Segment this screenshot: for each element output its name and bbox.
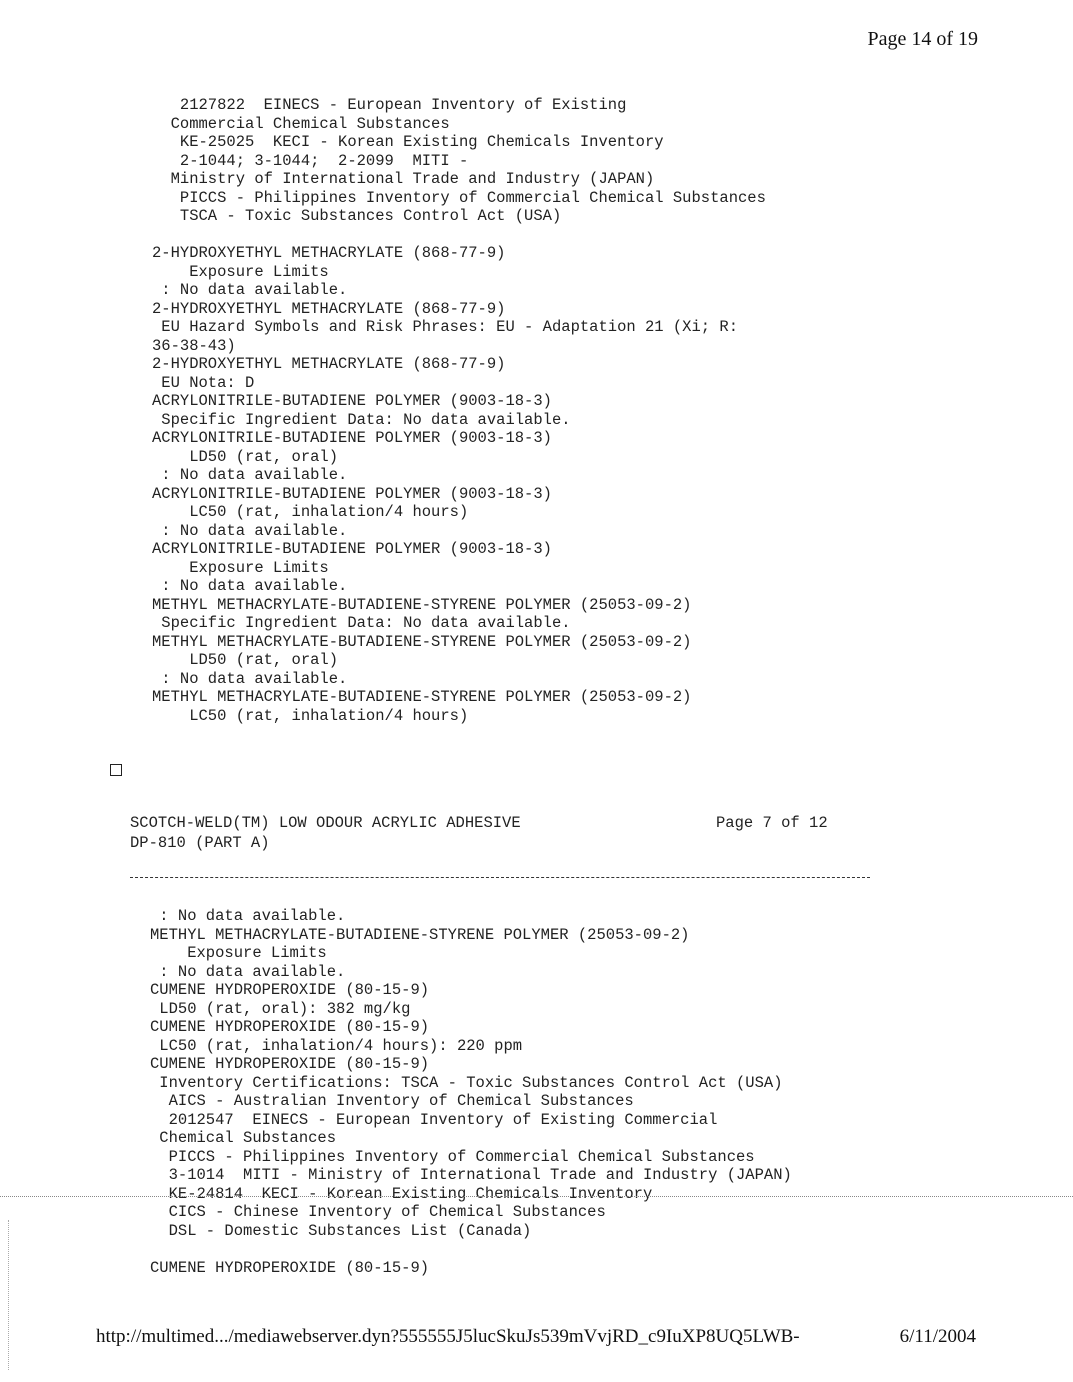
text-line: ACRYLONITRILE-BUTADIENE POLYMER (9003-18-3)	[152, 540, 552, 558]
text-line: CICS - Chinese Inventory of Chemical Substances	[150, 1203, 606, 1221]
text-line: EU Hazard Symbols and Risk Phrases: EU - Adaptation 21 (Xi; R:	[152, 318, 738, 336]
text-line: LD50 (rat, oral): 382 mg/kg	[150, 999, 411, 1018]
text-line: DSL - Domestic Substances List (Canada)	[150, 1221, 532, 1240]
scan-margin-mark	[8, 1220, 9, 1370]
text-line: METHYL METHACRYLATE-BUTADIENE-STYRENE POLYMER (25053-09-2)	[150, 925, 690, 944]
text-line: AICS - Australian Inventory of Chemical Substances	[150, 1092, 634, 1110]
text-line: Ministry of International Trade and Industry (JAPAN)	[152, 170, 655, 188]
text-line: 2012547 EINECS - European Inventory of Existing Commercial	[150, 1110, 718, 1129]
text-line: : No data available.	[150, 962, 346, 981]
text-line: Exposure Limits	[152, 262, 329, 281]
text-line: ACRYLONITRILE-BUTADIENE POLYMER (9003-18-3)	[152, 484, 552, 503]
text-line: METHYL METHACRYLATE-BUTADIENE-STYRENE POLYMER (25053-09-2)	[152, 688, 692, 706]
text-line: 2-HYDROXYETHYL METHACRYLATE (868-77-9)	[152, 355, 506, 373]
text-line: : No data available.	[152, 577, 348, 595]
scan-dotted-rule	[0, 1196, 1073, 1197]
text-line: Specific Ingredient Data: No data available.	[152, 410, 571, 429]
text-line: ACRYLONITRILE-BUTADIENE POLYMER (9003-18-3)	[152, 392, 552, 410]
text-line: KE-25025 KECI - Korean Existing Chemicals Inventory	[152, 133, 664, 151]
text-line: : No data available.	[152, 281, 348, 299]
text-line: Chemical Substances	[150, 1129, 337, 1147]
text-line: : No data available.	[152, 521, 348, 540]
text-line: LD50 (rat, oral)	[152, 447, 339, 466]
text-line: METHYL METHACRYLATE-BUTADIENE-STYRENE POLYMER (25053-09-2)	[152, 632, 692, 651]
text-line: ACRYLONITRILE-BUTADIENE POLYMER (9003-18-3)	[152, 429, 552, 447]
text-line: LC50 (rat, inhalation/4 hours)	[152, 503, 469, 521]
cumene-data-block	[150, 907, 792, 1277]
text-line: EU Nota: D	[152, 373, 255, 392]
text-line: METHYL METHACRYLATE-BUTADIENE-STYRENE POLYMER (25053-09-2)	[152, 595, 692, 614]
text-line: Exposure Limits	[150, 944, 327, 962]
document-subtitle: DP-810 (PART A)	[130, 834, 270, 852]
document-page-number: Page 7 of 12	[716, 814, 828, 832]
ingredient-data-block	[152, 244, 738, 725]
footer-url: http://multimed.../mediawebserver.dyn?555555J5lucSkuJs539mVvjRD_c9IuXP8UQ5LWB-	[96, 1326, 800, 1347]
text-line: 2-HYDROXYETHYL METHACRYLATE (868-77-9)	[152, 299, 506, 318]
text-line: : No data available.	[150, 907, 346, 925]
footer-date: 6/11/2004	[899, 1326, 976, 1347]
text-line: : No data available.	[152, 466, 348, 484]
checkbox-icon	[110, 764, 122, 776]
text-line: Commercial Chemical Substances	[152, 114, 450, 133]
text-line: Inventory Certifications: TSCA - Toxic Substances Control Act (USA)	[150, 1073, 783, 1092]
text-line: PICCS - Philippines Inventory of Commercial Chemical Substances	[152, 188, 766, 207]
text-line: : No data available.	[152, 669, 348, 688]
text-line: KE-24814 KECI - Korean Existing Chemicals Inventory	[150, 1184, 653, 1203]
text-line: 2-1044; 3-1044; 2-2099 MITI -	[152, 151, 469, 170]
text-line: LC50 (rat, inhalation/4 hours)	[152, 706, 469, 725]
inventory-block-top	[152, 96, 766, 226]
page-number-header: Page 14 of 19	[867, 28, 978, 50]
text-line: 2-HYDROXYETHYL METHACRYLATE (868-77-9)	[152, 244, 506, 262]
document-title: SCOTCH-WELD(TM) LOW ODOUR ACRYLIC ADHESIVE	[130, 814, 521, 832]
dashed-divider	[130, 877, 870, 878]
text-line: CUMENE HYDROPEROXIDE (80-15-9)	[150, 981, 430, 999]
text-line: 2127822 EINECS - European Inventory of Existing	[152, 96, 627, 114]
text-line: CUMENE HYDROPEROXIDE (80-15-9)	[150, 1258, 430, 1277]
text-line: LC50 (rat, inhalation/4 hours): 220 ppm	[150, 1036, 523, 1055]
text-line: CUMENE HYDROPEROXIDE (80-15-9)	[150, 1055, 430, 1073]
text-line: LD50 (rat, oral)	[152, 651, 339, 669]
text-line: 36-38-43)	[152, 336, 236, 355]
text-line: Exposure Limits	[152, 558, 329, 577]
text-line: TSCA - Toxic Substances Control Act (USA)	[152, 207, 562, 225]
text-line: CUMENE HYDROPEROXIDE (80-15-9)	[150, 1018, 430, 1036]
text-line: 3-1014 MITI - Ministry of International Trade and Industry (JAPAN)	[150, 1166, 792, 1184]
text-line: PICCS - Philippines Inventory of Commercial Chemical Substances	[150, 1147, 755, 1166]
text-line: Specific Ingredient Data: No data available.	[152, 614, 571, 632]
